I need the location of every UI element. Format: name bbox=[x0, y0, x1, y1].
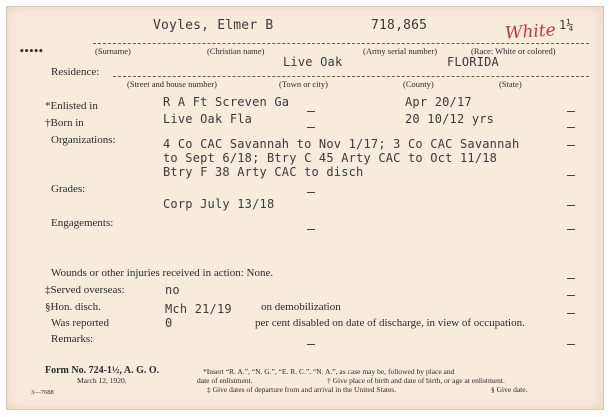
print-code: 3—7688 bbox=[31, 389, 54, 396]
dash bbox=[307, 192, 315, 193]
caption-race: (Race: White or colored) bbox=[471, 46, 556, 56]
reported-value: 0 bbox=[165, 316, 173, 330]
race-handwritten: White bbox=[504, 20, 557, 44]
hon-disch-label: §Hon. disch. bbox=[45, 301, 101, 313]
organizations-line: 4 Co CAC Savannah to Nov 1/17; 3 Co CAC Savannah bbox=[163, 137, 520, 151]
organizations-line: Btry F 38 Arty CAC to disch bbox=[163, 165, 364, 179]
dash bbox=[567, 111, 575, 112]
footnote-line: § Give date. bbox=[491, 385, 528, 394]
dash bbox=[567, 127, 575, 128]
caption-street: (Street and house number) bbox=[127, 79, 217, 89]
form-number: Form No. 724-1½, A. G. O. bbox=[45, 365, 160, 376]
enlisted-value: R A Ft Screven Ga bbox=[163, 95, 290, 109]
enlisted-label: *Enlisted in bbox=[45, 100, 98, 112]
dash bbox=[307, 229, 315, 230]
dash bbox=[307, 127, 315, 128]
served-value: no bbox=[165, 283, 180, 297]
dash bbox=[567, 145, 575, 146]
born-value: Live Oak Fla bbox=[163, 112, 253, 126]
service-record-card bbox=[6, 6, 604, 410]
caption-christian: (Christian name) bbox=[207, 46, 265, 56]
caption-county: (County) bbox=[403, 79, 434, 89]
reported-suffix: per cent disabled on date of discharge, in view of occupation. bbox=[255, 317, 525, 329]
ink-scribble: ••••• bbox=[19, 47, 43, 57]
residence-rule bbox=[113, 76, 589, 77]
remarks-label: Remarks: bbox=[51, 333, 94, 345]
page-mark: 1¼ bbox=[559, 18, 574, 32]
dash bbox=[307, 344, 315, 345]
dash bbox=[567, 313, 575, 314]
hon-disch-value: Mch 21/19 bbox=[165, 302, 232, 316]
footnote-line: † Give place of birth and date of birth, or age at enlistment. bbox=[327, 376, 505, 385]
enlisted-date: Apr 20/17 bbox=[405, 95, 472, 109]
hon-disch-suffix: on demobilization bbox=[261, 301, 341, 313]
dash bbox=[567, 205, 575, 206]
residence-town: Live Oak bbox=[283, 55, 343, 69]
caption-army-serial: (Army serial number) bbox=[363, 46, 438, 56]
dash bbox=[567, 175, 575, 176]
dash bbox=[567, 295, 575, 296]
born-label: †Born in bbox=[45, 117, 84, 129]
dash bbox=[567, 229, 575, 230]
header-rule bbox=[93, 43, 589, 44]
caption-state: (State) bbox=[499, 79, 522, 89]
dash bbox=[567, 344, 575, 345]
reported-label: Was reported bbox=[51, 317, 110, 329]
organizations-line: to Sept 6/18; Btry C 45 Arty CAC to Oct 11/18 bbox=[163, 151, 498, 165]
serial-number: 718,865 bbox=[371, 18, 428, 33]
form-date: March 12, 1920. bbox=[77, 376, 127, 385]
born-age: 20 10/12 yrs bbox=[405, 112, 495, 126]
engagements-label: Engagements: bbox=[51, 217, 114, 229]
footnote-line: *Insert “R. A.”, “N. G.”, “E. R. C.”, “N. A.”, as case may be, followed by place and bbox=[203, 367, 455, 376]
caption-surname: (Surname) bbox=[95, 46, 131, 56]
grades-value: Corp July 13/18 bbox=[163, 197, 275, 211]
wounds-text: Wounds or other injuries received in action: None. bbox=[51, 267, 274, 279]
soldier-name: Voyles, Elmer B bbox=[153, 18, 274, 33]
footnote-line: date of enlistment. bbox=[197, 376, 253, 385]
organizations-label: Organizations: bbox=[51, 134, 116, 146]
caption-town: (Town or city) bbox=[279, 79, 328, 89]
served-label: ‡Served overseas: bbox=[45, 284, 125, 296]
dash bbox=[307, 111, 315, 112]
dash bbox=[567, 278, 575, 279]
residence-label: Residence: bbox=[51, 66, 100, 78]
footnote-line: ‡ Give dates of departure from and arrival in the United States. bbox=[207, 385, 397, 394]
residence-state: FLORIDA bbox=[447, 55, 499, 69]
grades-label: Grades: bbox=[51, 183, 86, 195]
